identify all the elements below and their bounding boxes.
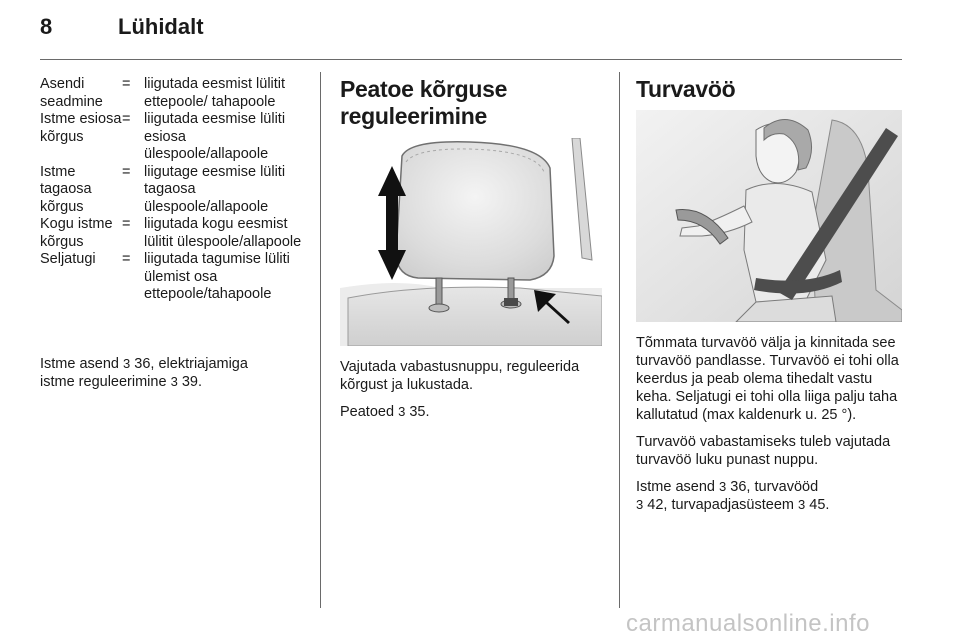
table-row [40,76,310,111]
row-equals: = [122,76,131,92]
row-equals: = [122,111,131,127]
note-text: Istme asend [40,356,119,372]
row-equals: = [122,216,131,232]
table-row [40,216,310,251]
row-description: liigutage eesmise lüliti tagaosa ülespoole/allapoole [144,163,286,215]
reference-link[interactable]: 42, turvapadjasüsteem [647,497,794,513]
reference-link[interactable]: 36, turvavööd [730,479,819,495]
row-description: liigutada tagumise lüliti ülemist osa ettepoole/tahapoole [144,251,290,302]
note-text: istme reguleerimine [40,374,167,390]
column-divider-left [320,72,321,608]
section-heading: Turvavöö [636,76,736,102]
instruction-text: Vajutada vabastusnuppu, reguleerida kõrgust ja lukustada. [340,359,580,393]
row-description: liigutada eesmise lüliti esiosa ülespoole/allapoole [144,111,286,162]
row-term: Istme tagaosa kõrgus [40,163,92,215]
reference-link[interactable]: 39. [181,374,202,390]
seat-belt-references: Istme asend 3 36, turvavööd 3 42, turvapadjasüsteem 3 45. [636,479,830,513]
row-term: Kogu istme kõrgus [40,216,113,250]
instruction-text: Tõmmata turvavöö välja ja kinnitada see turvavöö pandlasse. Turvavöö ei tohi olla keerdus ja peab olema tihedalt vastu keha. Seljatugi ei tohi olla liiga palju taha kallutatud (max kaldenurk u. 25 °). [636,335,899,423]
row-equals: = [122,251,131,267]
row-term: Seljatugi [40,251,96,267]
reference-link[interactable]: 45. [809,497,830,513]
reference-link[interactable]: 36, elektriajamiga [134,356,248,372]
header-rule [40,59,902,60]
seat-belt-section [636,76,904,103]
page-number: 8 [40,14,53,39]
table-row [40,164,310,217]
headrest-section [340,76,602,130]
page-title: Lühidalt [118,14,204,39]
reference-arrow-icon: 3 [170,374,178,389]
row-description: liigutada kogu eesmist lülitit ülespoole/allapoole [144,216,302,250]
reference-arrow-icon: 3 [398,404,406,419]
table-row [40,111,310,164]
headrest-instructions [340,358,602,430]
column-divider-right [619,72,620,608]
reference-arrow-icon: 3 [636,497,644,512]
instruction-text: Turvavöö vabastamiseks tuleb vajutada turvavöö luku punast nuppu. [636,434,891,468]
seat-adjustment-table [40,76,310,304]
seat-belt-instructions [636,334,904,523]
section-heading: Peatoe kõrguse reguleerimine [340,76,508,129]
reference-arrow-icon: 3 [719,479,727,494]
seat-belt-illustration [636,110,902,322]
reference-link[interactable]: 35. [409,404,430,420]
headrest-illustration [340,138,602,346]
headrest-reference: Peatoed 3 35. [340,404,430,420]
reference-arrow-icon: 3 [123,356,131,371]
table-row [40,251,310,304]
row-term: Asendi seadmine [40,76,103,110]
row-equals: = [122,163,131,180]
row-description: liigutada eesmist lülitit ettepoole/ tahapoole [144,76,286,110]
seat-position-reference [40,355,308,391]
watermark: carmanualsonline.info [626,610,870,637]
row-term: Istme esiosa kõrgus [40,111,122,145]
reference-arrow-icon: 3 [798,497,806,512]
